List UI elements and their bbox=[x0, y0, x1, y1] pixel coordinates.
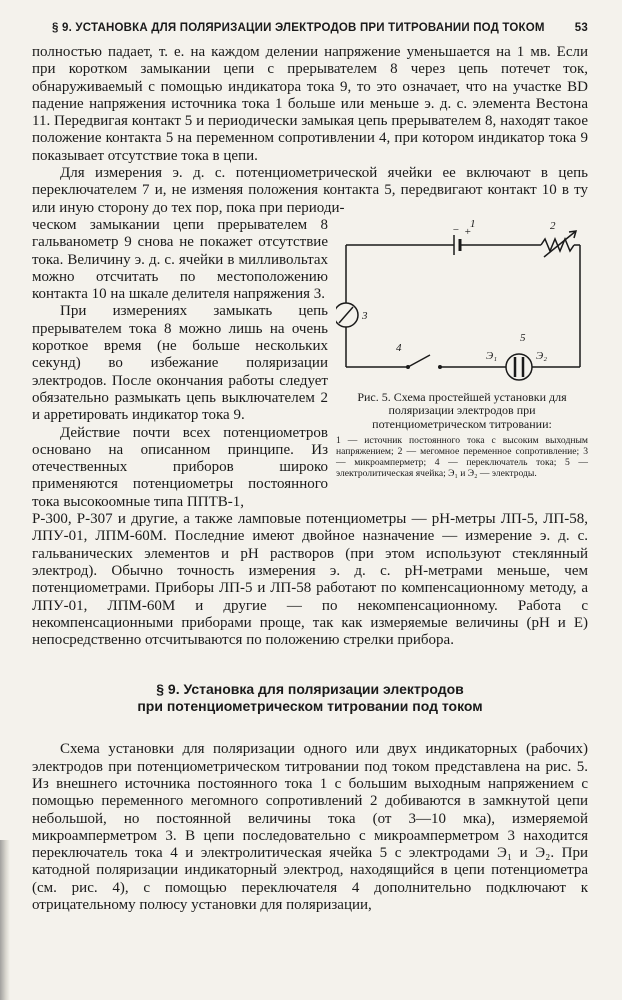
electrolytic-cell bbox=[506, 354, 532, 380]
wrapped-text-column bbox=[32, 217, 328, 511]
paragraph-5: Схема установки для поляризации одного или двух индикаторных (рабочих) электродов при потенциометрическом титровании под током представлена на рис. 5. Из внешнего источника постоянного тока 1 с большим выходным напряжением с помощью переменного мегомного сопротивлений 2 добиваются в замкнутой цепи небольшой, но постоянной величины тока (от 3—10 мка), измеряемой микроамперметром 3. В цепи последовательно с микроамперметром 3 находится переключатель тока 4 и электролитическая ячейка 5 с электродами Э₁ и Э₂. При катодной поляризации индикаторный электрод, находящийся в цепи потенциометра (см. рис. 4), с помощью переключателя 4 дополнительно подключают к отрицательному полюсу установки для поляризации, bbox=[32, 741, 588, 914]
label-5: 5 bbox=[520, 331, 526, 344]
label-4: 4 bbox=[396, 341, 402, 354]
paragraph-2-start: Для измерения э. д. с. потенциометрической ячейки ее включают в цепь переключателем 7 и, не изменяя положения контакта 5, передвигают контакт 10 в ту или иную сторону до тех пор, пока при периоди- bbox=[32, 165, 588, 216]
resistor-arrow bbox=[544, 231, 576, 257]
paragraph-2-end: ческом замыкании цепи прерывателем 8 гальванометр 9 снова не покажет отсутствие тока. Величину э. д. с. ячейки в милливольтах можно отсчитать по местоположению контакта 10 на шкале делителя напряжения 3. bbox=[32, 216, 328, 303]
label-plus: + bbox=[464, 225, 472, 238]
paragraph-3: При измерениях замыкать цепь прерывателем тока 8 можно лишь на очень короткое время (не больше нескольких секунд) во избежание поляризации электродов. После окончания работы следует обязательно размыкать цепь выключателем 2 и арретировать индикатор тока 9. bbox=[32, 303, 328, 424]
label-3: 3 bbox=[362, 309, 368, 322]
section-heading-line-2: при потенциометрическом титровании под током bbox=[137, 698, 483, 715]
paragraph-1: полностью падает, т. е. на каждом делении напряжение уменьшается на 1 мв. Если при коротком замыкании цепи с прерывателем 8 через цепь потечет ток, обнаруживаемый с помощью индикатора тока 9, то это означает, что на участке BD падение напряжения источника тока 1 больше или меньше э. д. с. элемента Вестона 11. Передвигая контакт 5 и периодически замыкая цепь прерывателем 8, находят такое положение контакта 5 на переменном сопротивлении 4, при котором индикатор тока 9 показывает отсутствие тока в цепи. bbox=[32, 44, 588, 164]
label-1: 1 bbox=[470, 217, 476, 230]
circuit-diagram bbox=[336, 217, 588, 387]
paragraph-4-start: Действие почти всех потенциометров основано на описанном принципе. Из отечественных приборов широко применяются потенциометры постоянного тока высокоомные типа ППТВ-1, bbox=[32, 424, 328, 510]
header-title: § 9. УСТАНОВКА ДЛЯ ПОЛЯРИЗАЦИИ ЭЛЕКТРОДОВ ПРИ ТИТРОВАНИИ ПОД ТОКОМ bbox=[52, 22, 545, 34]
figure-5 bbox=[336, 217, 588, 511]
microammeter-symbol bbox=[336, 303, 358, 327]
label-e2: Э₂ bbox=[536, 349, 548, 362]
running-header bbox=[32, 22, 588, 44]
book-page bbox=[32, 22, 588, 914]
resistor-zigzag bbox=[541, 239, 574, 251]
figure-caption-title: Рис. 5. Схема простейшей установки для поляризации электродов при потенциометрическом титровании: bbox=[357, 389, 567, 431]
label-minus: − bbox=[452, 223, 460, 236]
label-2: 2 bbox=[550, 219, 556, 232]
figure-caption-legend: 1 — источник постоянного тока с высоким выходным напряжением; 2 — мегомное переменное сопротивление; 3 — микроамперметр; 4 — переключатель тока; 5 — электролитическая ячейка; Э₁ и Э₂ — электроды. bbox=[336, 435, 588, 480]
paragraph-4-end: Р-300, Р-307 и другие, а также ламповые потенциометры — pH-метры ЛП-5, ЛП-58, ЛПУ-01, ЛПМ-60М. Последние имеют двойное назначение — измерение э. д. с. гальванических элементов и pH растворов (при этом используют стеклянный электрод). Обычно точность измерения э. д. с. pH-метрами меньше, чем потенциометрами. Приборы ЛП-5 и ЛП-58 работают по компенсационному методу, а ЛПУ-01, ЛПМ-60М и другие — по некомпенсационному. Работа с некомпенсационными приборами проще, так как измеряемые величины (pH и E) непосредственно отсчитываются по положению стрелки прибора. bbox=[32, 511, 588, 649]
section-heading-line-1: § 9. Установка для поляризации электродов bbox=[156, 681, 464, 698]
page-number: 53 bbox=[574, 22, 588, 34]
section-heading bbox=[32, 681, 588, 715]
switch-blade bbox=[408, 355, 430, 367]
label-e1: Э₁ bbox=[486, 349, 498, 362]
scan-edge-shadow bbox=[0, 840, 10, 1000]
text-figure-wrap bbox=[32, 217, 588, 511]
